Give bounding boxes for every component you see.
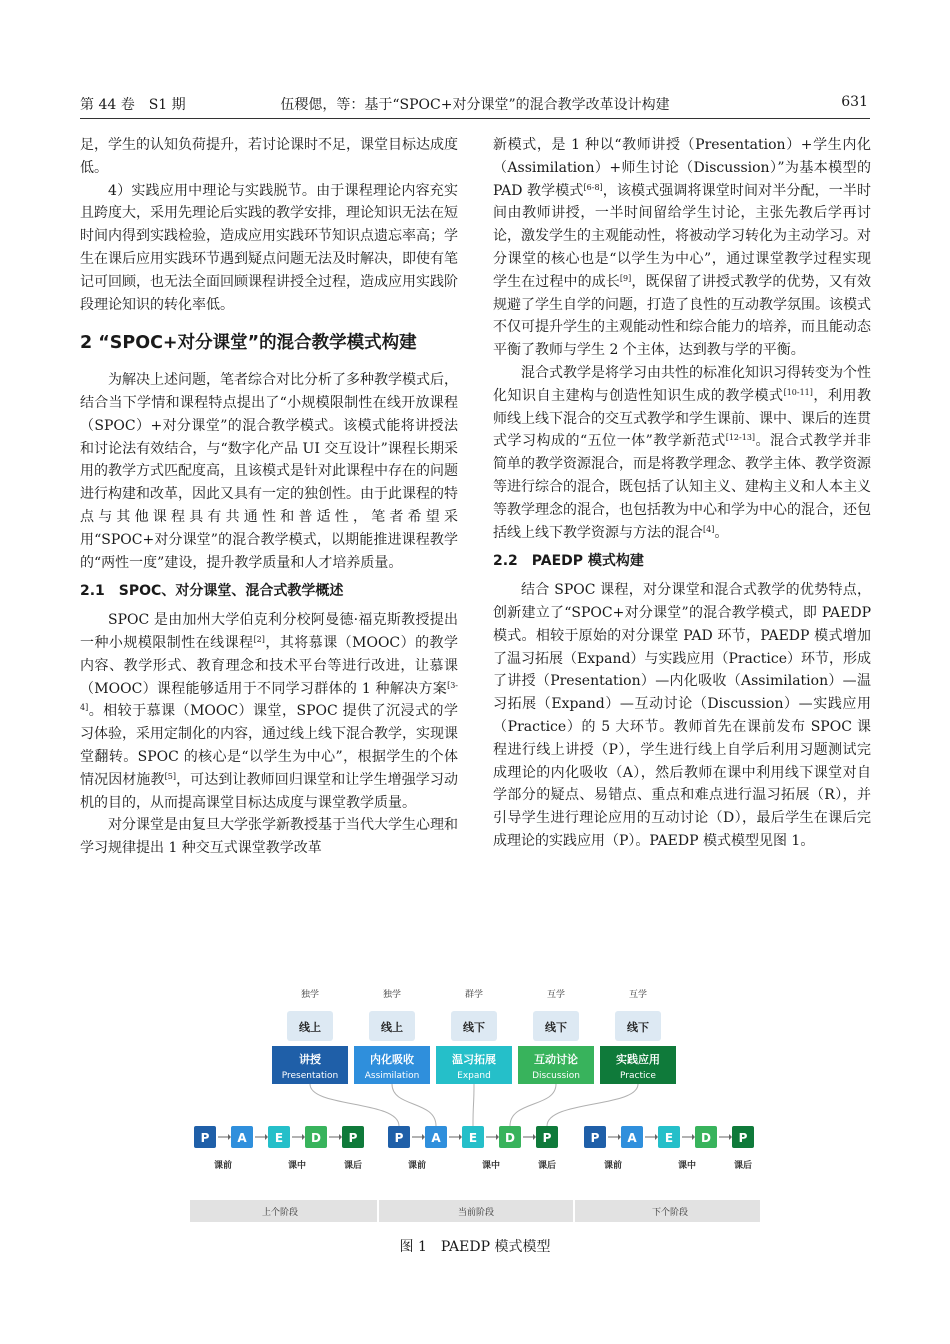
- paedp-diagram: [190, 982, 760, 1227]
- sequence-letter: D: [701, 1131, 711, 1145]
- sequence-letter: E: [274, 1131, 284, 1145]
- citation: [10-11]: [783, 387, 813, 397]
- stage-cn-label: 互动讨论: [534, 1053, 578, 1066]
- sequence-letter: A: [237, 1131, 247, 1145]
- phase-label: 上个阶段: [261, 1208, 299, 1218]
- running-header: [80, 94, 870, 114]
- sequence-letter: D: [505, 1131, 515, 1145]
- citation: [6-8]: [583, 182, 603, 192]
- right-column: [493, 134, 871, 853]
- arrow-head: [339, 1134, 342, 1140]
- phase-label: 下个阶段: [651, 1208, 689, 1218]
- learning-mode-label: 独学: [300, 990, 320, 1000]
- header-rule: [80, 118, 870, 119]
- time-label: 课后: [733, 1161, 753, 1171]
- channel-label: 线上: [299, 1021, 321, 1034]
- citation: [12-13]: [725, 433, 756, 443]
- paedp-model-figure: [190, 982, 760, 1227]
- text-run: SPOC 是由加州大学伯克利分校阿曼德·福克斯教授提出一种小规模限制性在线课程: [80, 612, 458, 651]
- text-run: ，其将慕课（MOOC）的教学内容、教学形式、教育理念和技术平台等进行改进，让慕课（MOOC）课程能够适用于不同学习群体的 1 种解决方案: [80, 634, 458, 697]
- text-run: ，既保留了讲授式教学的优势，又有效规避了学生自学的问题，打造了良性的互动教学氛围。该模式不仅可提升学生的主观能动性和综合能力的培养，而且能动态平衡了教师与学生 2 个主体，达到教与学的平衡。: [493, 273, 872, 359]
- stage-cn-label: 实践应用: [616, 1053, 660, 1066]
- citation: [2]: [253, 634, 265, 644]
- sequence-letter: A: [627, 1131, 637, 1145]
- section-heading: 2 “SPOC+对分课堂”的混合教学模式构建: [80, 333, 417, 354]
- learning-mode-label: 互学: [628, 990, 648, 1000]
- paragraph: 足，学生的认知负荷提升，若讨论课时不足，课堂目标达成度低。: [80, 137, 458, 176]
- paragraph: [493, 362, 871, 544]
- text-run: ，该模式强调将课堂时间对半分配，一半时间由教师讲授，一半时间留给学生讨论，主张先教后学再讨论，激发学生的主观能动性，将被动学习转化为主动学习。对分课堂的核心也是“以学生为中心”，通过课堂教学过程实现学生在过程中的成长: [493, 182, 872, 290]
- journal-volume: 第 44 卷 S1 期: [80, 97, 186, 113]
- text-run: 。: [714, 524, 729, 541]
- stage-columns: [272, 988, 676, 1084]
- arrow-head: [692, 1134, 695, 1140]
- stage-en-label: Practice: [620, 1071, 656, 1081]
- citation: [9]: [619, 273, 632, 283]
- sequence-letter: P: [590, 1131, 600, 1145]
- page-number: 631: [841, 94, 868, 110]
- flow-curve: [473, 1084, 474, 1126]
- sequence-letter: E: [468, 1131, 478, 1145]
- paragraph: 4）实践应用中理论与实践脱节。由于课程理论内容充实且跨度大，采用先理论后实践的教学安排，理论知识无法在短时间内得到实践检验，造成应用实践环节知识点遗忘率高；学生在课后应用实践环节遇到疑点问题无法及时解决，即使有笔记可回顾，也无法全面回顾课程讲授全过程，造成应用实践阶段理论知识的转化率低。: [80, 182, 458, 313]
- learning-mode-label: 独学: [382, 990, 402, 1000]
- stage-cn-label: 讲授: [299, 1053, 321, 1066]
- sequence-letter: P: [738, 1131, 748, 1145]
- channel-label: 线下: [545, 1021, 567, 1034]
- left-column: [80, 134, 458, 860]
- paragraph: 为解决上述问题，笔者综合对比分析了多种教学模式后，结合当下学情和课程特点提出了“小规模限制性在线开放课程（SPOC）+对分课堂”的混合教学模式。该模式能将讲授法和讨论法有效结合，与“数字化产品 UI 交互设计”课程长期采用的教学方式匹配度高，且该模式是针对此课程中存在的问题进行构建和改革，因此又具有一定的独创性。由于此课程的特点与其他课程具有共通性和普适性，笔者希望采用“SPOC+对分课堂”的混合教学模式，以期能推进课程教学的“两性一度”建设，提升教学质量和人才培养质量。: [80, 372, 458, 571]
- text-run: 。混合式教学并非简单的教学资源混合，而是将教学理念、教学主体、教学资源等进行综合的混合，既包括了认知主义、建构主义和人本主义等教学理念的混合，也包括教为中心和学为中心的混合，还包括线上线下教学资源与方法的混合: [493, 433, 871, 541]
- flow-curve: [392, 1084, 436, 1126]
- sequence-letter: D: [311, 1131, 321, 1145]
- subsection-heading: 2.1 SPOC、对分课堂、混合式教学概述: [80, 583, 344, 600]
- stage-cn-label: 内化吸收: [370, 1053, 414, 1066]
- arrow-head: [302, 1134, 305, 1140]
- citation: [5]: [164, 771, 176, 781]
- stage-en-label: Assimilation: [364, 1071, 420, 1081]
- channel-label: 线下: [627, 1021, 649, 1034]
- stage-en-label: Discussion: [532, 1071, 580, 1081]
- arrow-head: [533, 1134, 536, 1140]
- paragraph: 对分课堂是由复旦大学张学新教授基于当代大学生心理和学习规律提出 1 种交互式课堂教学改革: [80, 817, 458, 857]
- subsection-heading: 2.2 PAEDP 模式构建: [493, 553, 644, 570]
- paragraph: [80, 609, 458, 814]
- flow-curve: [310, 1084, 399, 1126]
- arrow-head: [618, 1134, 621, 1140]
- paragraph: 结合 SPOC 课程，对分课堂和混合式教学的优势特点，创新建立了“SPOC+对分课堂”的混合教学模式，即 PAEDP 模式。相较于原始的对分课堂 PAD 环节，PAEDP 模式增加了温习拓展（Expand）与实践应用（Practice）环节，形成了讲授（Presentation）—内化吸收（Assimilation）—温习拓展（Expand）—互动讨论（Discussion）—实践应用（Practice）的 5 大环节。教师首先在课前发布 SPOC 课程进行线上讲授（P），学生进行线上自学后利用习题测试完成理论的内化吸收（A），然后教师在课中利用线下课堂对自学部分的疑点、易错点、重点和难点进行温习拓展（R），并引导学生进行理论应用的互动讨论（D），最后学生在课后完成理论的实践应用（P）。PAEDP 模式模型见图 1。: [493, 582, 871, 849]
- text-run: ，可达到让教师回归课堂和让学生增强学习动机的目的，从而提高课堂目标达成度与课堂教学质量。: [80, 771, 459, 811]
- article-running-title: 伍稷偲，等：基于“SPOC+对分课堂”的混合教学改革设计构建: [280, 97, 670, 113]
- stage-cn-label: 温习拓展: [452, 1053, 496, 1066]
- arrow-head: [459, 1134, 462, 1140]
- arrow-head: [729, 1134, 732, 1140]
- learning-mode-label: 互学: [546, 990, 566, 1000]
- time-label: 课后: [343, 1161, 363, 1171]
- text-run: 。相较于慕课（MOOC）课堂，SPOC 提供了沉浸式的学习体验，采用定制化的内容，通过线上线下混合教学，实现课堂翻转。SPOC 的核心是“以学生为中心”，根据学生的个体情况因材施教: [80, 703, 458, 788]
- channel-label: 线下: [463, 1021, 485, 1034]
- sequence-letter: P: [348, 1131, 358, 1145]
- time-label: 课中: [287, 1161, 307, 1171]
- sequence-letter: E: [664, 1131, 674, 1145]
- time-label: 课前: [407, 1161, 427, 1171]
- stage-en-label: Presentation: [281, 1071, 339, 1081]
- text-run: 混合式教学是将学习由共性的标准化知识习得转变为个性化知识自主建构与创造性知识生成的教学模式: [493, 364, 871, 404]
- flow-curves: [310, 1084, 638, 1126]
- time-label: 课中: [481, 1161, 501, 1171]
- arrow-head: [655, 1134, 658, 1140]
- text-run: 新模式，是 1 种以“教师讲授（Presentation）+学生内化（Assimilation）+师生讨论（Discussion）”为基本模型的 PAD 教学模式: [493, 137, 871, 199]
- time-label: 课中: [677, 1161, 697, 1171]
- paragraph: [493, 134, 871, 362]
- arrow-head: [422, 1134, 425, 1140]
- stage-en-label: Expand: [457, 1071, 491, 1081]
- sequence-letter: A: [431, 1131, 441, 1145]
- time-label: 课前: [603, 1161, 623, 1171]
- citation: [4]: [703, 524, 715, 534]
- channel-label: 线上: [381, 1021, 403, 1034]
- sequence-letter: P: [200, 1131, 210, 1145]
- sequence-letter: P: [542, 1131, 552, 1145]
- phase-label: 当前阶段: [457, 1208, 495, 1218]
- phase-bar: [190, 1200, 760, 1222]
- flow-curve: [547, 1084, 638, 1126]
- time-label: 课后: [537, 1161, 557, 1171]
- arrow-head: [496, 1134, 499, 1140]
- citation: [3-4]: [80, 680, 458, 713]
- figure-caption: 图 1 PAEDP 模式模型: [399, 1239, 551, 1255]
- time-label: 课前: [213, 1161, 233, 1171]
- sequence-letter: P: [394, 1131, 404, 1145]
- arrow-head: [228, 1134, 231, 1140]
- learning-mode-label: 群学: [464, 990, 484, 1000]
- arrow-head: [265, 1134, 268, 1140]
- text-run: ，利用教师线上线下混合的交互式教学和学生课前、课中、课后的连贯式学习构成的“五位一体”教学新范式: [493, 387, 872, 450]
- sequence-rows: [194, 1126, 754, 1171]
